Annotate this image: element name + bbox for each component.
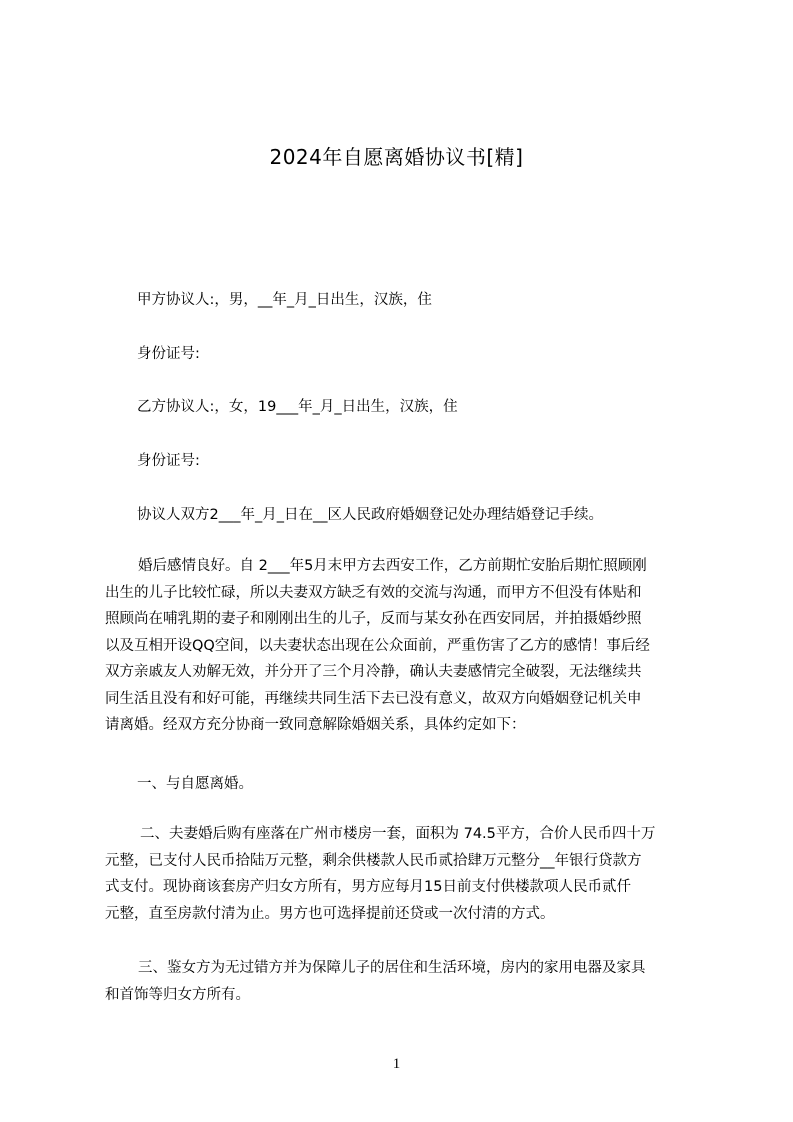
clause-2-paragraph [105, 821, 715, 927]
party-a-line: 甲方协议人:，男，__年_月_日出生，汉族，住 [137, 292, 432, 308]
clause-1: 一、与自愿离婚。 [137, 776, 253, 792]
paragraph-line: 元整，直至房款付清为止。男方也可选择提前还贷或一次付清的方式。 [105, 905, 555, 922]
party-a-id-label: 身份证号: [137, 346, 200, 362]
document-title: 2024年自愿离婚协议书[精] [269, 145, 524, 169]
paragraph-line: 和首饰等归女方所有。 [105, 986, 250, 1003]
paragraph-line: 出生的儿子比较忙碌，所以夫妻双方缺乏有效的交流与沟通，而甲方不但没有体贴和 [105, 584, 642, 601]
paragraph-line: 双方亲戚友人劝解无效，并分开了三个月冷静，确认夫妻感情完全破裂，无法继续共 [105, 664, 642, 680]
paragraph-line: 以及互相开设QQ空间，以夫妻状态出现在公众面前，严重伤害了乙方的感情！事后经 [105, 637, 650, 654]
background-paragraph [105, 553, 715, 739]
paragraph-line: 式支付。现协商该套房产归女方所有，男方应每月15日前支付供楼款项人民币贰仟 [105, 879, 631, 895]
party-b-line: 乙方协议人:，女，19___年_月_日出生，汉族，住 [137, 399, 458, 415]
paragraph-line: 三、鉴女方为无过错方并为保障儿子的居住和生活环境，房内的家用电器及家具 [138, 960, 646, 976]
paragraph-line: 同生活且没有和好可能，再继续共同生活下去已没有意义，故双方向婚姻登记机关申 [105, 690, 642, 707]
clause-3-paragraph [105, 955, 715, 1008]
paragraph-line: 婚后感情良好。自 2___年5月末甲方去西安工作，乙方前期忙安胎后期忙照顾刚 [138, 558, 647, 574]
paragraph-line: 元整，已支付人民币拾陆万元整，剩余供楼款人民币贰拾肆万元整分__年银行贷款方 [105, 852, 642, 869]
paragraph-line: 请离婚。经双方充分协商一致同意解除婚姻关系，具体约定如下： [105, 717, 526, 733]
registration-paragraph: 协议人双方2___年_月_日在__区人民政府婚姻登记处办理结婚登记手续。 [137, 507, 603, 523]
page-number: 1 [392, 1056, 401, 1072]
party-b-id-label: 身份证号: [137, 453, 200, 469]
paragraph-line: 二、夫妻婚后购有座落在广州市楼房一套，面积为 74.5平方，合价人民币四十万 [140, 826, 656, 842]
paragraph-line: 照顾尚在哺乳期的妻子和刚刚出生的儿子，反而与某女孙在西安同居，并拍摄婚纱照 [105, 611, 642, 627]
